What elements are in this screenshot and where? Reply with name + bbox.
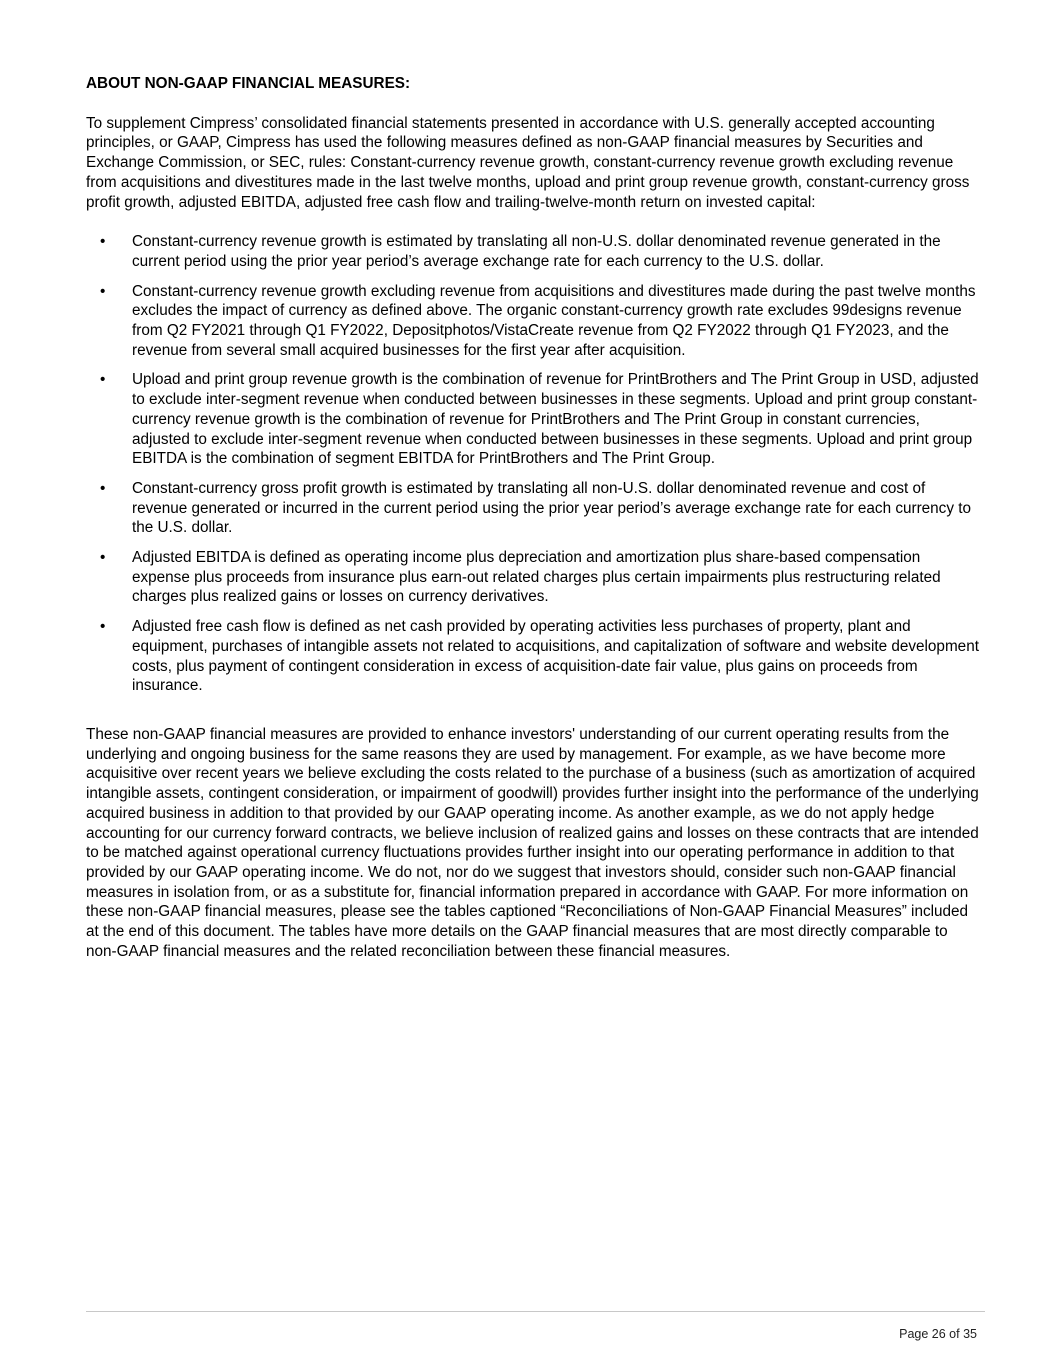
list-item: [86, 232, 981, 271]
bullet-icon: •: [100, 618, 106, 636]
footer-divider: [86, 1311, 985, 1312]
definitions-list: [86, 232, 981, 696]
list-item-text: Constant-currency revenue growth is estimated by translating all non-U.S. dollar denominated revenue generated in the current period using the prior year period’s average exchange rate for each currency to the U.S. dollar.: [132, 233, 941, 270]
list-item: [86, 617, 981, 696]
page-number: Page 26 of 35: [899, 1327, 977, 1341]
intro-paragraph: To supplement Cimpress’ consolidated financial statements presented in accordance with U.S. generally accepted accounting principles, or GAAP, Cimpress has used the following measures defined as non-GAAP financial measures by Securities and Exchange Commission, or SEC, rules: Constant-currency revenue growth, constant-currency revenue growth excluding revenue from acquisitions and divestitures made in the last twelve months, upload and print group revenue growth, constant-currency gross profit growth, adjusted EBITDA, adjusted free cash flow and trailing-twelve-month return on invested capital:: [86, 114, 970, 211]
bullet-icon: •: [100, 282, 106, 300]
bullet-icon: •: [100, 479, 106, 497]
list-item: [86, 548, 981, 607]
document-body: [86, 74, 981, 961]
list-item-text: Adjusted EBITDA is defined as operating income plus depreciation and amortization plus share-based compensation expense plus proceeds from insurance plus earn-out related charges plus certain impairments plus restructuring related charges plus realized gains or losses on currency derivatives.: [132, 549, 941, 606]
list-item: [86, 282, 981, 361]
list-item-text: Adjusted free cash flow is defined as net cash provided by operating activities less purchases of property, plant and equipment, purchases of intangible assets not related to acquisitions, and capitalization of software and website development costs, plus payment of contingent consideration in excess of acquisition-date fair value, plus gains on proceeds from insurance.: [132, 618, 979, 695]
closing-paragraph: These non-GAAP financial measures are provided to enhance investors' understanding of our current operating results from the underlying and ongoing business for the same reasons they are used by management. For example, as we have become more acquisitive over recent years we believe excluding the costs related to the purchase of a business (such as amortization of acquired intangible assets, contingent consideration, or impairment of goodwill) provides further insight into the performance of the underlying acquired business in addition to that provided by our GAAP operating income. As another example, as we do not apply hedge accounting for our currency forward contracts, we believe inclusion of realized gains and losses on these contracts that are intended to be matched against operational currency fluctuations provides further insight into our operating performance in addition to that provided by our GAAP operating income. We do not, nor do we suggest that investors should, consider such non-GAAP financial measures in isolation from, or as a substitute for, financial information prepared in accordance with GAAP. For more information on these non-GAAP financial measures, please see the tables captioned “Reconciliations of Non-GAAP Financial Measures” included at the end of this document. The tables have more details on the GAAP financial measures that are most directly comparable to non-GAAP financial measures and the related reconciliation between these financial measures.: [86, 725, 979, 960]
bullet-icon: •: [100, 549, 106, 567]
section-heading: ABOUT NON-GAAP FINANCIAL MEASURES:: [86, 75, 411, 92]
list-item: [86, 370, 981, 469]
bullet-icon: •: [100, 371, 106, 389]
list-item-text: Upload and print group revenue growth is the combination of revenue for PrintBrothers and The Print Group in USD, adjusted to exclude inter-segment revenue when conducted between businesses in these segments. Upload and print group constant-currency revenue growth is the combination of revenue for PrintBrothers and The Print Group in constant currencies, adjusted to exclude inter-segment revenue when conducted between businesses in these segments. Upload and print group EBITDA is the combination of segment EBITDA for PrintBrothers and The Print Group.: [132, 371, 979, 468]
bullet-icon: •: [100, 233, 106, 251]
list-item-text: Constant-currency gross profit growth is estimated by translating all non-U.S. dollar denominated revenue and cost of revenue generated or incurred in the current period using the prior year period’s average exchange rate for each currency to the U.S. dollar.: [132, 479, 971, 537]
list-item: [86, 479, 981, 538]
list-item-text: Constant-currency revenue growth excluding revenue from acquisitions and divestitures made during the past twelve months excludes the impact of currency as defined above. The organic constant-currency growth rate excludes 99designs revenue from Q2 FY2021 through Q1 FY2022, Depositphotos/VistaCreate revenue from Q2 FY2022 through Q1 FY2023, and the revenue from several small acquired businesses for the first year after acquisition.: [132, 282, 976, 359]
